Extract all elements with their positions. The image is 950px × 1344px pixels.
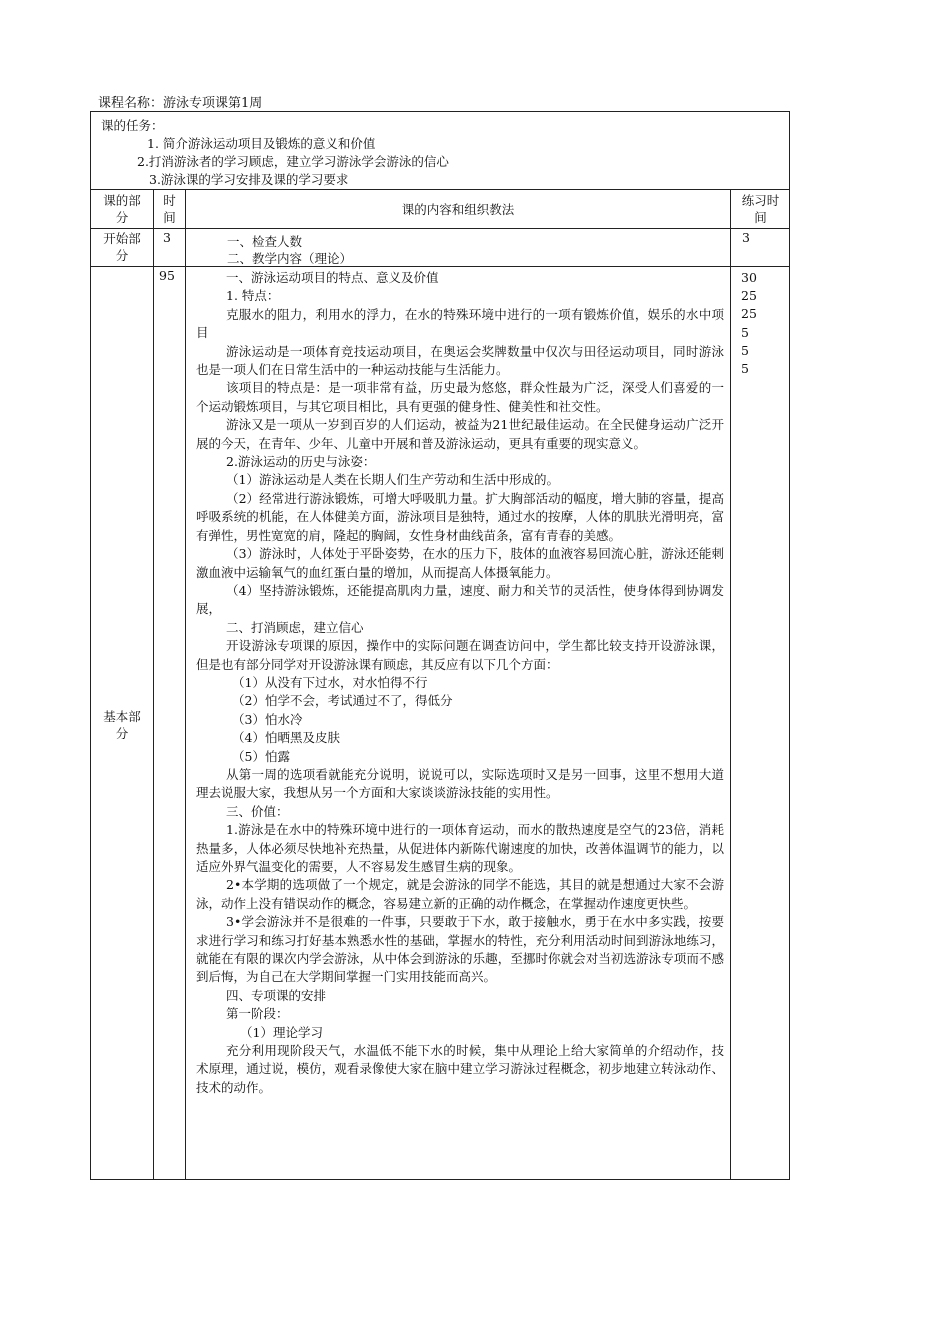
practice-time-value: 5 [741, 342, 749, 358]
practice-time-value: 25 [741, 306, 757, 322]
task-item: 3.游泳课的学习安排及课的学习要求 [149, 172, 349, 187]
content-paragraph: 游泳运动是一项体育竞技运动项目，在奥运会奖牌数量中仅次与田径运动项目，同时游泳也是一项人们在日常生活中的一种运动技能与生活能力。 [196, 343, 724, 378]
tasks-title: 课的任务： [101, 118, 164, 133]
basic-practice-times [741, 269, 757, 378]
practice-time-value: 5 [741, 361, 749, 377]
start-item: 二、教学内容（理论） [227, 251, 353, 266]
practice-time-value: 30 [741, 270, 757, 285]
content-paragraph: 2.游泳运动的历史与泳姿： [226, 454, 376, 470]
content-paragraph: （3）游泳时，人体处于平卧姿势，在水的压力下，肢体的血液容易回流心脏，游泳还能刺激血液中运输氧气的血红蛋白量的增加，从而提高人体摄氧能力。 [196, 546, 724, 580]
content-paragraph: 二、打消顾虑，建立信心 [226, 619, 364, 635]
column-divider [153, 189, 154, 1179]
column-divider [185, 189, 186, 1179]
start-time: 3 [163, 230, 171, 245]
content-paragraph: 克服水的阻力，利用水的浮力，在水的特殊环境中进行的一项有锻炼价值，娱乐的水中项目 [196, 306, 724, 341]
content-paragraph: （4）坚持游泳锻炼，还能提高肌肉力量，速度、耐力和关节的灵活性，使身体得到协调发展， [196, 582, 724, 617]
task-item: 2.打消游泳者的学习顾虑，建立学习游泳学会游泳的信心 [137, 154, 449, 169]
practice-time-value: 5 [741, 324, 749, 340]
lesson-tasks [101, 117, 779, 189]
content-paragraph: （5）怕露 [232, 748, 290, 764]
content-paragraph: （2）怕学不会，考试通过不了，得低分 [232, 693, 453, 709]
header-time: 时 间 [163, 193, 176, 225]
content-paragraph: （3）怕水冷 [232, 711, 303, 727]
content-paragraph: 1.游泳是在水中的特殊环境中进行的一项体育运动，而水的散热速度是空气的23倍，消耗热量多，人体必须尽快地补充热量，从促进体内新陈代谢速度的加快，改善体温调节的能力，以适应外界气温变化的需要，人不容易发生感冒生病的现象。 [196, 822, 724, 874]
start-part-label: 开始部 分 [103, 231, 141, 263]
row-divider [91, 266, 789, 267]
header-content: 课的内容和组织教法 [401, 202, 515, 217]
content-paragraph: 该项目的特点是：是一项非常有益，历史最为悠悠，群众性最为广泛，深受人们喜爱的一个运动锻炼项目，与其它项目相比，具有更强的健身性、健美性和社交性。 [196, 380, 724, 414]
header-section: 课的部 分 [103, 193, 141, 225]
task-item: 1. 简介游泳运动项目及锻炼的意义和价值 [147, 136, 376, 151]
content-paragraph: 第一阶段： [226, 1006, 289, 1022]
content-paragraph: 3•学会游泳并不是很难的一件事，只要敢于下水，敢于接触水，勇于在水中多实践，按要求进行学习和练习打好基本熟悉水性的基础，掌握水的特性，充分利用活动时间到游泳地练习，就能在有限的课次内学会游泳，从中体会到游泳的乐趣，至挪时你就会对当初选游泳专项而不感到后悔，为自己在大学期间掌握一门实用技能而高兴。 [196, 914, 724, 985]
practice-time-value: 25 [741, 288, 757, 304]
basic-time: 95 [159, 268, 175, 283]
row-divider [91, 228, 789, 229]
column-divider [730, 189, 731, 1179]
course-name: 课程名称：游泳专项课第1周 [98, 96, 263, 111]
content-paragraph: （2）经常进行游泳锻炼，可增大呼吸肌力量。扩大胸部活动的幅度，增大肺的容量，提高呼吸系统的机能，在人体健美方面，游泳项目是独特，通过水的按摩，人体的肌肤光滑明亮，富有弹性，男性宽宽的肩，隆起的胸阔，女性身材曲线苗条，富有青春的美感。 [196, 490, 724, 543]
content-paragraph: 充分利用现阶段天气，水温低不能下水的时候，集中从理论上给大家简单的介绍动作，技术原理，通过说，模仿，观看录像使大家在脑中建立学习游泳过程概念，初步地建立转泳动作、技术的动作。 [196, 1043, 724, 1095]
content-paragraph: 游泳又是一项从一岁到百岁的人们运动，被益为21世纪最佳运动。在全民健身运动广泛开展的今天，在青年、少年、儿童中开展和普及游泳运动，更具有重要的现实意义。 [196, 417, 724, 451]
content-paragraph: 2•本学期的选项做了一个规定，就是会游泳的同学不能选，其目的就是想通过大家不会游泳，动作上没有错误动作的概念，容易建立新的正确的动作概念，在掌握动作速度更快些。 [196, 877, 724, 911]
content-paragraph: 开设游泳专项课的原因，操作中的实际问题在调查访问中，学生都比较支持开设游泳课，但是也有部分同学对开设游泳课有顾虑，其反应有以下几个方面： [196, 638, 724, 672]
content-paragraph: 一、游泳运动项目的特点、意义及价值 [226, 270, 439, 285]
content-paragraph: （4）怕晒黑及皮肤 [232, 730, 340, 746]
start-item: 一、检查人数 [227, 234, 303, 249]
content-paragraph: 三、价值： [226, 803, 289, 819]
content-paragraph: （1）从没有下过水，对水怕得不行 [232, 674, 428, 690]
content-paragraph: 从第一周的选项看就能充分说明，说说可以，实际选项时又是另一回事，这里不想用大道理去说服大家，我想从另一个方面和大家谈谈游泳技能的实用性。 [196, 766, 724, 801]
basic-part-label: 基本部 分 [103, 709, 141, 741]
content-paragraph: （1）理论学习 [240, 1024, 323, 1040]
lesson-plan-table [90, 111, 790, 1180]
content-paragraph: 四、专项课的安排 [226, 987, 327, 1003]
content-paragraph: （1）游泳运动是人类在长期人们生产劳动和生活中形成的。 [226, 472, 559, 488]
basic-content [196, 269, 724, 1097]
row-divider [91, 189, 789, 190]
content-paragraph: 1. 特点： [226, 288, 280, 304]
start-practice-time: 3 [742, 230, 750, 245]
header-practice-time: 练习时 间 [741, 193, 780, 225]
